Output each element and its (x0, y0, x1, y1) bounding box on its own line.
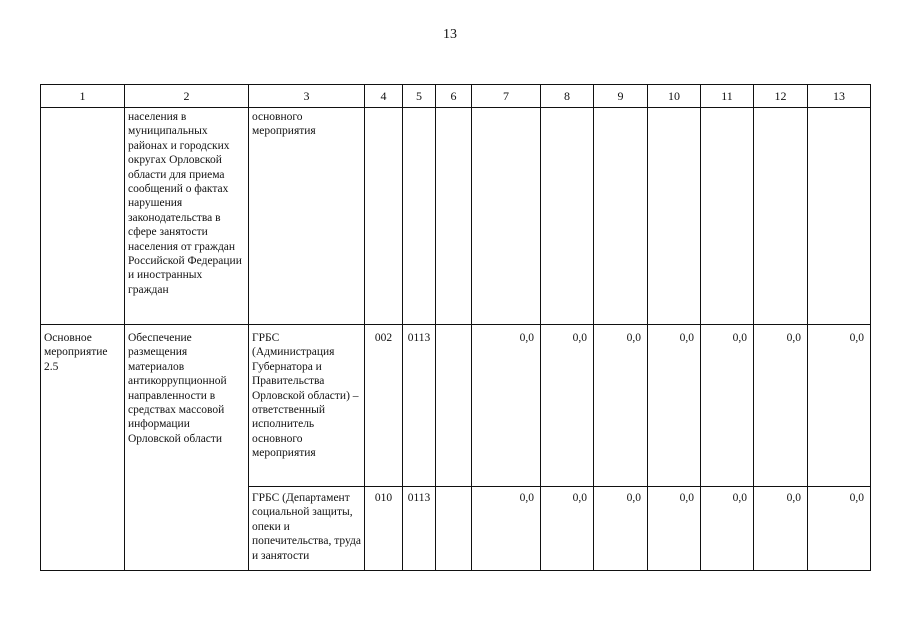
table-cell (754, 108, 808, 325)
table-cell (808, 108, 871, 325)
value-cell: 0,0 (808, 487, 871, 571)
value-cell: 0,0 (594, 487, 648, 571)
value-cell: 0,0 (648, 325, 701, 487)
value-cell: 0,0 (808, 325, 871, 487)
table-cell (701, 108, 754, 325)
page-number: 13 (443, 27, 457, 42)
activity-name-cell: Основное мероприятие 2.5 (41, 325, 125, 571)
column-header: 11 (701, 85, 754, 108)
executor-cell: ГРБС (Администрация Губернатора и Правительства Орловской области) – ответственный исполнитель основного мероприятия (249, 325, 365, 487)
table-cell (41, 108, 125, 325)
grbs-code-cell: 010 (365, 487, 403, 571)
table-cell (594, 108, 648, 325)
budget-table (40, 84, 871, 571)
value-cell: 0,0 (701, 325, 754, 487)
activity-description-cell: населения в муниципальных районах и городских округах Орловской области для приема сообщений о фактах нарушения законодательства в сфере занятости населения от граждан Российской Федерации и иностранных граждан (125, 108, 249, 325)
table-row (41, 108, 871, 325)
value-cell: 0,0 (541, 325, 594, 487)
table-cell (472, 108, 541, 325)
column-header: 12 (754, 85, 808, 108)
value-cell: 0,0 (472, 325, 541, 487)
column-header: 2 (125, 85, 249, 108)
value-cell: 0,0 (701, 487, 754, 571)
value-cell: 0,0 (754, 487, 808, 571)
executor-cell: основного мероприятия (249, 108, 365, 325)
column-header: 5 (403, 85, 436, 108)
executor-cell: ГРБС (Департамент социальной защиты, опеки и попечительства, труда и занятости (249, 487, 365, 571)
table-cell (648, 108, 701, 325)
table-cell (436, 487, 472, 571)
value-cell: 0,0 (472, 487, 541, 571)
column-header: 3 (249, 85, 365, 108)
table-cell (365, 108, 403, 325)
header-row (41, 85, 871, 108)
activity-description-cell: Обеспечение размещения материалов антикоррупционной направленности в средствах массовой информации Орловской области (125, 325, 249, 571)
column-header: 9 (594, 85, 648, 108)
table-cell (403, 108, 436, 325)
column-header: 8 (541, 85, 594, 108)
value-cell: 0,0 (648, 487, 701, 571)
grbs-code-cell: 002 (365, 325, 403, 487)
column-header: 7 (472, 85, 541, 108)
column-header: 13 (808, 85, 871, 108)
column-header: 10 (648, 85, 701, 108)
section-code-cell: 0113 (403, 325, 436, 487)
section-code-cell: 0113 (403, 487, 436, 571)
value-cell: 0,0 (594, 325, 648, 487)
table-row (41, 325, 871, 487)
table-cell (436, 325, 472, 487)
table-cell (436, 108, 472, 325)
column-header: 1 (41, 85, 125, 108)
value-cell: 0,0 (754, 325, 808, 487)
column-header: 6 (436, 85, 472, 108)
column-header: 4 (365, 85, 403, 108)
value-cell: 0,0 (541, 487, 594, 571)
table-cell (541, 108, 594, 325)
